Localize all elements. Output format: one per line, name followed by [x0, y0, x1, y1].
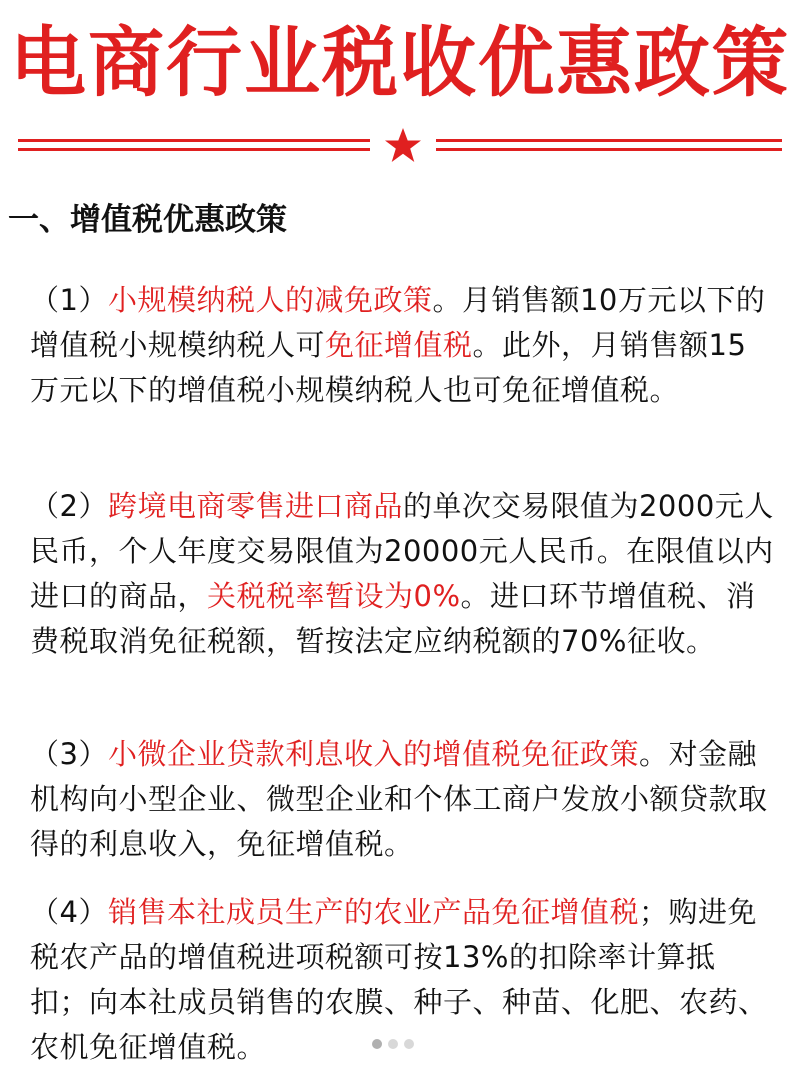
divider-line-left-bottom	[18, 148, 370, 151]
body-text: 。对金融机构向小型企业、微型企业和个体工商户发放小额贷款取得的利息收入，免征增值税。	[30, 737, 768, 861]
body-text: 。此外，月销售额15万元以下的增值税小规模纳税人也可免征增值税。	[30, 328, 747, 407]
highlight-text: 免征增值税	[325, 328, 473, 362]
body-text: 。月销售额10万元以下的增值税小规模纳税人可	[30, 283, 766, 362]
policy-item-1	[30, 278, 774, 413]
title-divider	[18, 126, 782, 166]
highlight-text: 跨境电商零售进口商品	[107, 489, 403, 523]
divider-line-right-bottom	[436, 148, 782, 151]
policy-item-3	[30, 732, 774, 867]
divider-line-left-top	[18, 139, 370, 142]
item-number: （3）	[30, 737, 108, 771]
highlight-text: 小微企业贷款利息收入的增值税免征政策	[107, 737, 639, 771]
item-number: （4）	[30, 895, 108, 929]
item-number: （1）	[30, 283, 108, 317]
highlight-text: 小规模纳税人的减免政策	[107, 283, 433, 317]
pagination-dot[interactable]	[388, 1039, 398, 1049]
highlight-text: 销售本社成员生产的农业产品免征增值税	[107, 895, 639, 929]
section-heading: 一、增值税优惠政策	[8, 202, 287, 238]
body-text: ；购进免税农产品的增值税进项税额可按13%的扣除率计算抵扣；向本社成员销售的农膜、种子、种苗、化肥、农药、农机免征增值税。	[30, 895, 768, 1064]
policy-item-2	[30, 484, 774, 664]
body-text: 。进口环节增值税、消费税取消免征税额，暂按法定应纳税额的70%征收。	[30, 579, 756, 658]
pagination-dot[interactable]	[372, 1039, 382, 1049]
divider-line-right-top	[436, 139, 782, 142]
body-text: 的单次交易限值为2000元人民币，个人年度交易限值为20000元人民币。在限值以内进口的商品，	[30, 489, 774, 613]
highlight-text: 关税税率暂设为0%	[207, 579, 461, 613]
pagination-dot[interactable]	[404, 1039, 414, 1049]
star-icon	[383, 126, 423, 166]
page-title: 电商行业税收优惠政策	[10, 18, 790, 107]
item-number: （2）	[30, 489, 108, 523]
carousel-pagination[interactable]	[372, 1034, 442, 1048]
